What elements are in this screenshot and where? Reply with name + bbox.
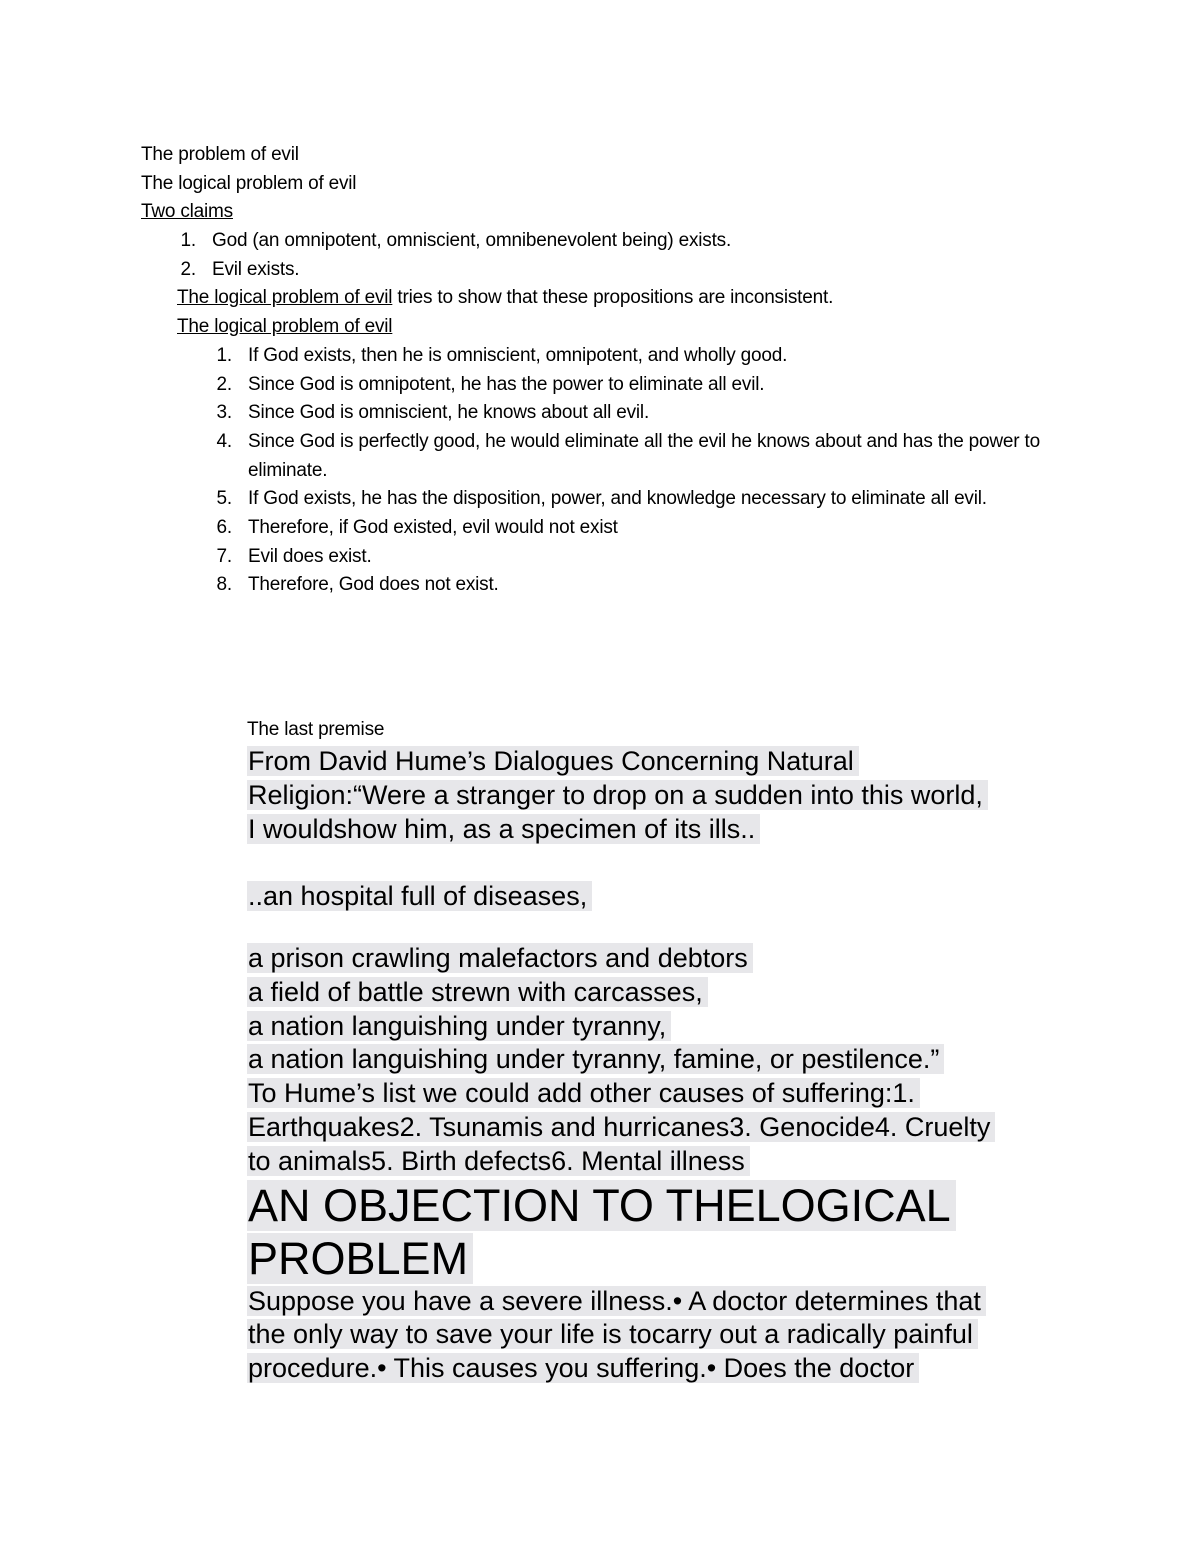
list-text: Evil exists.	[212, 258, 300, 280]
list-number: 1.	[216, 344, 232, 366]
list-item	[141, 485, 1068, 514]
quote-line: Religion:“Were a stranger to drop on a sudden into this world,	[247, 780, 988, 810]
list-item	[141, 543, 1068, 572]
argument-heading: The logical problem of evil	[177, 316, 393, 338]
inconsistency-rest: tries to show that these propositions are inconsistent.	[392, 287, 834, 309]
list-text: Therefore, if God existed, evil would not exist	[248, 517, 618, 539]
quote-line: ..an hospital full of diseases,	[247, 881, 592, 911]
list-item	[141, 399, 1068, 428]
hume-quote-section	[247, 745, 1127, 1386]
list-text: Therefore, God does not exist.	[248, 574, 499, 596]
list-item	[141, 227, 1141, 256]
quote-line: a prison crawling malefactors and debtors	[247, 943, 753, 973]
quote-line: a nation languishing under tyranny,	[247, 1011, 671, 1041]
inconsistency-sentence	[141, 284, 1141, 313]
list-text: Since God is omniscient, he knows about all evil.	[248, 402, 650, 424]
argument-list	[141, 342, 1141, 600]
quote-line: to animals5. Birth defects6. Mental illness	[247, 1146, 750, 1176]
list-number: 7.	[216, 545, 232, 567]
list-number: 3.	[216, 402, 232, 424]
list-number: 2.	[180, 258, 196, 280]
list-text: If God exists, he has the disposition, power, and knowledge necessary to eliminate all evil.	[248, 488, 987, 510]
quote-intro	[247, 745, 1127, 846]
list-item	[141, 571, 1068, 600]
list-number: 8.	[216, 574, 232, 596]
quote-line: a field of battle strewn with carcasses,	[247, 977, 708, 1007]
list-text: Since God is perfectly good, he would eliminate all the evil he knows about and has the power to eliminate.	[248, 430, 1040, 481]
list-item	[141, 342, 1068, 371]
quote-hospital	[247, 880, 1127, 914]
quote-line: To Hume’s list we could add other causes of suffering:1.	[247, 1078, 920, 1108]
list-item	[141, 514, 1068, 543]
quote-line: Earthquakes2. Tsunamis and hurricanes3. Genocide4. Cruelty	[247, 1112, 995, 1142]
list-item	[141, 256, 1141, 285]
section-subtitle: The logical problem of evil	[141, 172, 357, 194]
list-number: 2.	[216, 373, 232, 395]
objection-body	[247, 1285, 1127, 1386]
quote-ills	[247, 942, 1127, 1179]
objection-line: procedure.• This causes you suffering.• Does the doctor	[247, 1353, 919, 1383]
quote-line: a nation languishing under tyranny, famine, or pestilence.”	[247, 1044, 944, 1074]
list-text: Evil does exist.	[248, 545, 372, 567]
quote-line: From David Hume’s Dialogues Concerning Natural	[247, 746, 859, 776]
page-title: The problem of evil	[141, 144, 299, 165]
list-item	[141, 371, 1068, 400]
objection-title	[247, 1179, 1127, 1285]
list-text: Since God is omnipotent, he has the power to eliminate all evil.	[248, 373, 765, 395]
list-number: 6.	[216, 517, 232, 539]
list-item	[141, 428, 1068, 485]
objection-line: the only way to save your life is tocarry out a radically painful	[247, 1319, 978, 1349]
objection-title-line: PROBLEM	[247, 1233, 473, 1284]
list-number: 1.	[180, 230, 196, 252]
quote-line: I wouldshow him, as a specimen of its ills..	[247, 814, 760, 844]
two-claims-heading: Two claims	[141, 201, 233, 223]
objection-line: Suppose you have a severe illness.• A doctor determines that	[247, 1286, 986, 1316]
last-premise-label: The last premise	[247, 719, 385, 740]
list-text: God (an omnipotent, omniscient, omnibenevolent being) exists.	[212, 230, 732, 252]
outline-section	[141, 141, 1141, 600]
objection-title-line: AN OBJECTION TO THELOGICAL	[247, 1180, 956, 1231]
list-number: 4.	[216, 430, 232, 452]
list-number: 5.	[216, 488, 232, 510]
list-text: If God exists, then he is omniscient, omnipotent, and wholly good.	[248, 344, 788, 366]
logical-problem-term: The logical problem of evil	[177, 287, 393, 309]
claims-list	[141, 227, 1141, 284]
